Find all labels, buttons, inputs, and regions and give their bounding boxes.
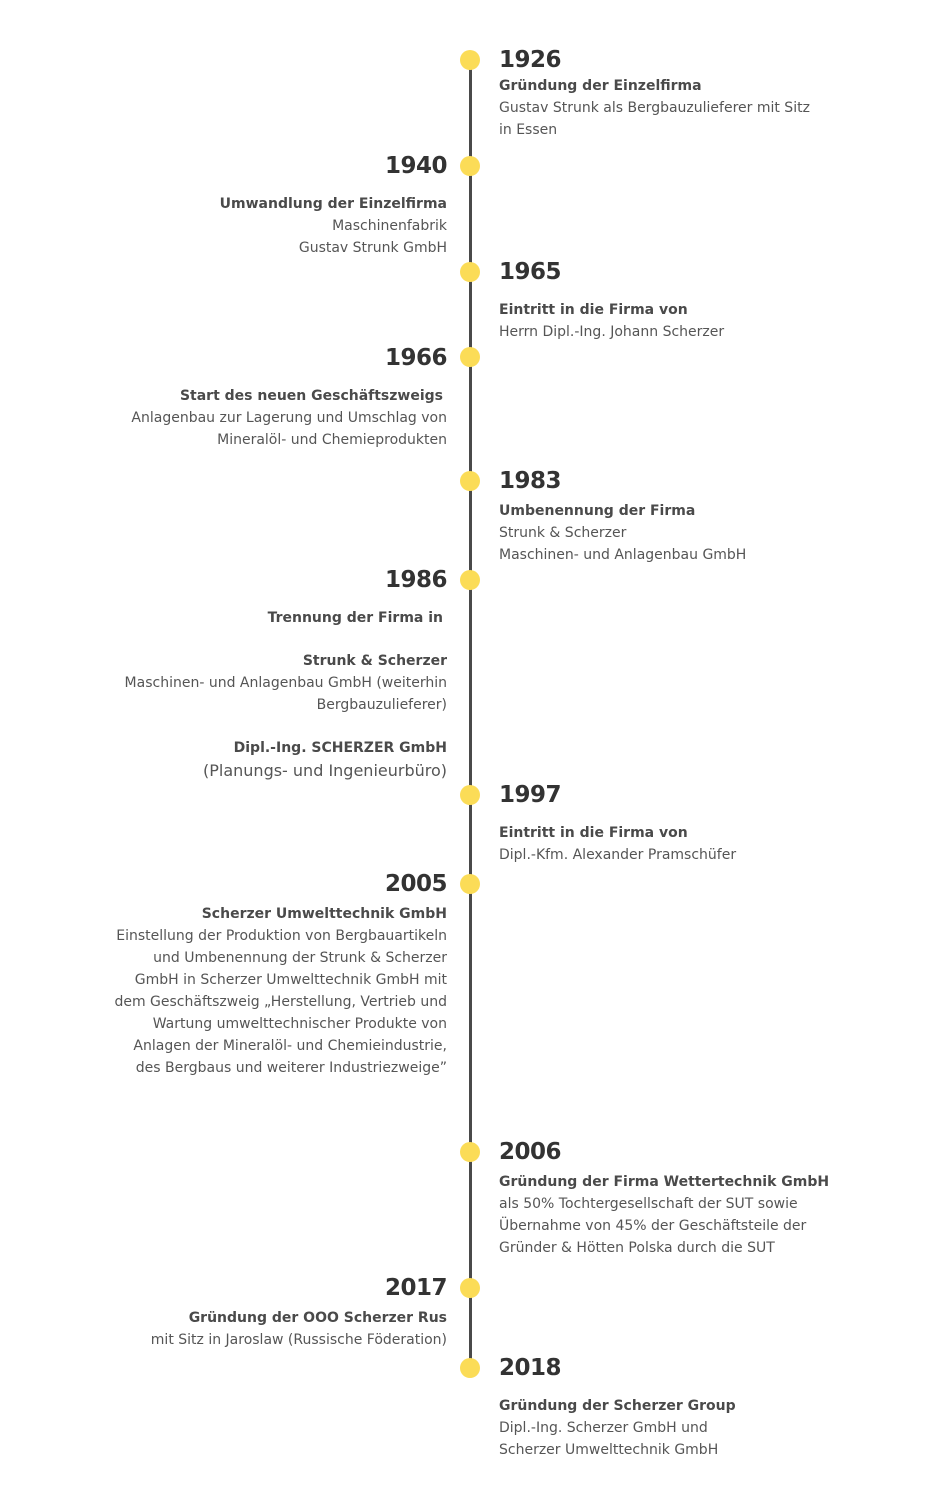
entry-text: (Planungs- und Ingenieurbüro) [203, 761, 447, 780]
entry-heading: Scherzer Umwelttechnik GmbH [201, 906, 447, 922]
timeline-dot-2006 [460, 1142, 480, 1162]
timeline-entry-2005 [97, 869, 447, 1079]
entry-text: Herrn Dipl.-Ing. Johann Scherzer [499, 324, 725, 340]
entry-text: Dipl.-Ing. Scherzer GmbH und Scherzer Umwelttechnik GmbH [499, 1420, 719, 1458]
timeline-dot-2017 [460, 1278, 480, 1298]
entry-heading: Umbenennung der Firma [499, 503, 696, 519]
entry-text: Einstellung der Produktion von Bergbauartikeln und Umbenennung der Strunk & Scherzer GmbH in Scherzer Umwelttechnik GmbH mit dem Geschäftszweig „Herstellung, Vertrieb und Wartung umwelttechnischer Produkte von Anlagen der Mineralöl- und Chemieindustrie, des Bergbaus und weiterer Industriezweige” [114, 928, 447, 1076]
entry-heading: Start des neuen Geschäftszweigs [179, 388, 443, 404]
entry-heading: Eintritt in die Firma von [499, 302, 688, 318]
timeline-dot-1965 [460, 262, 480, 282]
entry-subheading: Strunk & Scherzer [302, 653, 447, 669]
entry-year: 1983 [499, 468, 562, 494]
entry-year: 1940 [384, 153, 447, 179]
entry-heading: Trennung der Firma in [267, 610, 443, 626]
entry-year: 2017 [384, 1275, 447, 1301]
timeline-entry-1940 [97, 151, 447, 259]
entry-year: 2005 [384, 871, 447, 897]
entry-text: Maschinenfabrik Gustav Strunk GmbH [298, 218, 447, 256]
entry-year: 1965 [499, 259, 562, 285]
entry-year: 2018 [499, 1355, 562, 1381]
timeline-dot-2005 [460, 874, 480, 894]
entry-heading: Gründung der OOO Scherzer Rus [188, 1310, 447, 1326]
timeline-entry-1965 [499, 257, 839, 343]
timeline-dot-1940 [460, 156, 480, 176]
entry-heading: Gründung der Scherzer Group [499, 1398, 736, 1414]
entry-text: Maschinen- und Anlagenbau GmbH (weiterhin Bergbauzulieferer) [124, 675, 447, 713]
timeline-entry-1986 [97, 565, 447, 783]
timeline-entry-1926 [499, 45, 839, 141]
entry-heading: Eintritt in die Firma von [499, 825, 688, 841]
entry-year: 2006 [499, 1139, 562, 1165]
timeline-entry-1997 [499, 780, 839, 866]
entry-subheading: Dipl.-Ing. SCHERZER GmbH [233, 740, 447, 756]
timeline-entry-2006 [499, 1137, 849, 1259]
entry-heading: Gründung der Firma Wettertechnik GmbH [499, 1174, 830, 1190]
timeline-dot-1997 [460, 785, 480, 805]
timeline-dot-1966 [460, 347, 480, 367]
entry-text: Anlagenbau zur Lagerung und Umschlag von Mineralöl- und Chemieprodukten [131, 410, 447, 448]
entry-heading: Gründung der Einzelfirma [499, 78, 702, 94]
entry-heading: Umwandlung der Einzelfirma [219, 196, 447, 212]
entry-text: Dipl.-Kfm. Alexander Pramschüfer [499, 847, 737, 863]
entry-text: mit Sitz in Jaroslaw (Russische Föderation) [150, 1332, 447, 1348]
entry-text: Gustav Strunk als Bergbauzulieferer mit Sitz in Essen [499, 100, 810, 138]
timeline-entry-1983 [499, 466, 839, 566]
entry-year: 1966 [384, 345, 447, 371]
timeline-line [469, 58, 472, 1370]
timeline-dot-2018 [460, 1358, 480, 1378]
timeline-entry-2017 [97, 1273, 447, 1351]
timeline-entry-2018 [499, 1353, 839, 1461]
timeline-dot-1926 [460, 50, 480, 70]
entry-text: als 50% Tochtergesellschaft der SUT sowie Übernahme von 45% der Geschäftsteile der Gründer & Hötten Polska durch die SUT [499, 1196, 807, 1256]
timeline-dot-1986 [460, 570, 480, 590]
entry-year: 1986 [384, 567, 447, 593]
entry-text: Strunk & Scherzer Maschinen- und Anlagenbau GmbH [499, 525, 747, 563]
entry-year: 1997 [499, 782, 562, 808]
entry-year: 1926 [499, 47, 562, 73]
timeline-entry-1966 [97, 343, 447, 451]
timeline-dot-1983 [460, 471, 480, 491]
